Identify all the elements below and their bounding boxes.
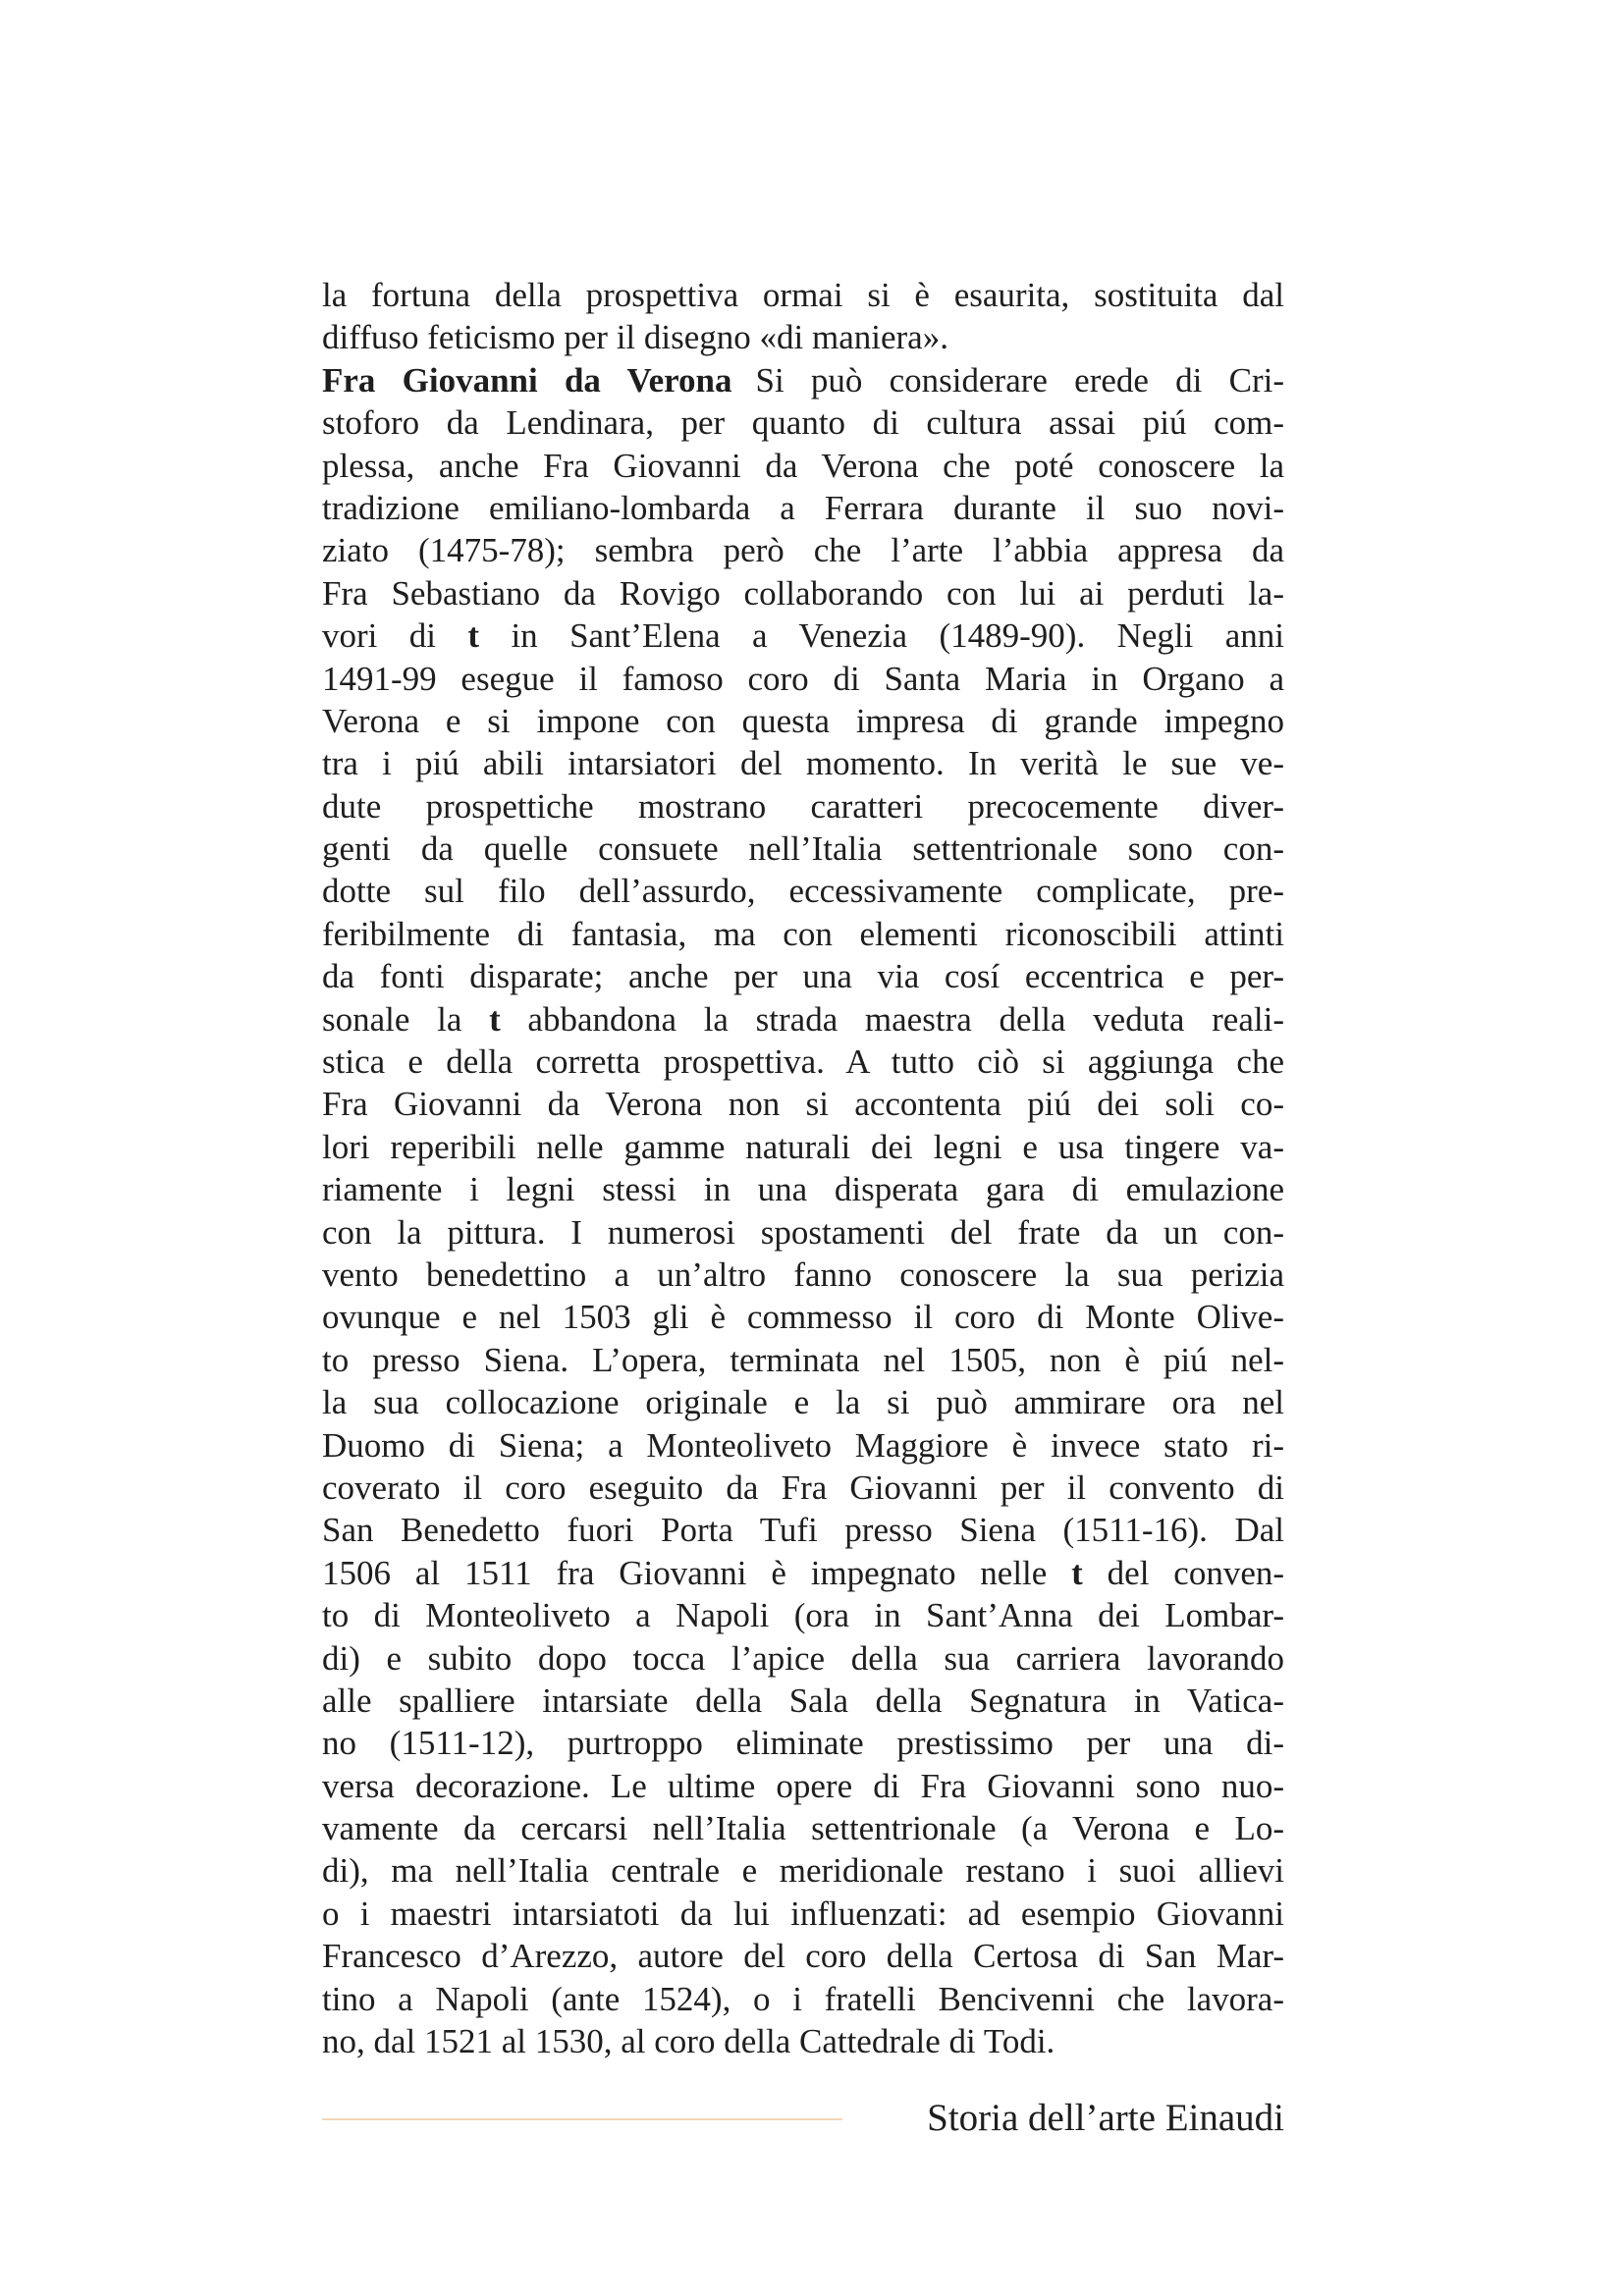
text-line: Verona e si impone con questa impresa di grande impegno [322, 701, 1284, 740]
heading-line-rest: Si può considerare erede di Cri- [755, 360, 1284, 400]
text-line: to presso Siena. L’opera, terminata nel 1505, non è piú nel- [322, 1340, 1284, 1379]
text-line: alle spalliere intarsiate della Sala della Segnatura in Vatica- [322, 1681, 1284, 1720]
text-line: diffuso feticismo per il disegno «di maniera». [322, 318, 948, 357]
line-segment: vori di [322, 616, 468, 656]
text-line: da fonti disparate; anche per una via cosí eccentrica e per- [322, 957, 1284, 996]
text-line [322, 1552, 1284, 1594]
text-line [322, 359, 1284, 401]
text-line: Fra Giovanni da Verona non si accontenta piú dei soli co- [322, 1085, 1284, 1124]
text-line: genti da quelle consuete nell’Italia settentrionale sono con- [322, 829, 1284, 869]
text-line: coverato il coro eseguito da Fra Giovanni per il convento di [322, 1468, 1284, 1507]
page-footer [322, 2089, 1284, 2148]
text-line: Francesco d’Arezzo, autore del coro della Certosa di San Mar- [322, 1937, 1284, 1976]
bold-abbreviation: t [1071, 1553, 1083, 1592]
bold-abbreviation: t [489, 999, 501, 1039]
text-line: riamente i legni stessi in una disperata gara di emulazione [322, 1170, 1284, 1209]
text-line: ovunque e nel 1503 gli è commesso il coro di Monte Olive- [322, 1298, 1284, 1337]
text-line: o i maestri intarsiatoti da lui influenzati: ad esempio Giovanni [322, 1894, 1284, 1933]
footer-rule [322, 2118, 842, 2120]
text-line: la fortuna della prospettiva ormai si è esaurita, sostituita dal [322, 276, 1284, 314]
text-line: to di Monteoliveto a Napoli (ora in Sant’Anna dei Lombar- [322, 1596, 1284, 1635]
text-line: vento benedettino a un’altro fanno conoscere la sua perizia [322, 1255, 1284, 1294]
line-segment: in Sant’Elena a Venezia (1489-90). Negli anni [479, 616, 1284, 656]
footer-publisher-label: Storia dell’arte Einaudi [927, 2097, 1284, 2139]
text-line: no (1511-12), purtroppo eliminate prestissimo per una di- [322, 1724, 1284, 1763]
text-line [322, 998, 1284, 1041]
body-text [322, 274, 1284, 2062]
text-line: 1491-99 esegue il famoso coro di Santa Maria in Organo a [322, 659, 1284, 698]
text-line: dotte sul filo dell’assurdo, eccessivamente complicate, pre- [322, 872, 1284, 911]
text-line: tra i piú abili intarsiatori del momento. In verità le sue ve- [322, 744, 1284, 783]
text-line: di), ma nell’Italia centrale e meridionale restano i suoi allievi [322, 1851, 1284, 1891]
text-line: con la pittura. I numerosi spostamenti del frate da un con- [322, 1212, 1284, 1252]
bold-abbreviation: t [467, 616, 480, 656]
text-line: dute prospettiche mostrano caratteri precocemente diver- [322, 786, 1284, 826]
line-segment: abbandona la strada maestra della veduta reali- [500, 999, 1284, 1039]
text-line: di) e subito dopo tocca l’apice della sua carriera lavorando [322, 1638, 1284, 1678]
text-line: no, dal 1521 al 1530, al coro della Cattedrale di Todi. [322, 2022, 1055, 2061]
text-line: stoforo da Lendinara, per quanto di cultura assai piú com- [322, 403, 1284, 443]
text-line: versa decorazione. Le ultime opere di Fra Giovanni sono nuo- [322, 1766, 1284, 1805]
text-line: plessa, anche Fra Giovanni da Verona che poté conoscere la [322, 446, 1284, 485]
line-segment: sonale la [322, 999, 490, 1039]
text-line: Fra Sebastiano da Rovigo collaborando con lui ai perduti la- [322, 573, 1284, 613]
text-line: lori reperibili nelle gamme naturali dei legni e usa tingere va- [322, 1127, 1284, 1166]
text-line: feribilmente di fantasia, ma con elementi riconoscibili attinti [322, 914, 1284, 953]
text-line: vamente da cercarsi nell’Italia settentrionale (a Verona e Lo- [322, 1809, 1284, 1848]
text-line: Duomo di Siena; a Monteoliveto Maggiore è invece stato ri- [322, 1425, 1284, 1465]
text-line: ziato (1475-78); sembra però che l’arte l’abbia appresa da [322, 531, 1284, 570]
text-line: la sua collocazione originale e la si può ammirare ora nel [322, 1383, 1284, 1422]
text-line: tradizione emiliano-lombarda a Ferrara durante il suo novi- [322, 488, 1284, 527]
section-heading: Fra Giovanni da Verona [322, 360, 732, 400]
text-line: San Benedetto fuori Porta Tufi presso Siena (1511-16). Dal [322, 1511, 1284, 1550]
text-line: tino a Napoli (ante 1524), o i fratelli Bencivenni che lavora- [322, 1979, 1284, 2018]
text-line [322, 614, 1284, 657]
text-line: stica e della corretta prospettiva. A tutto ciò si aggiunga che [322, 1042, 1284, 1082]
line-segment: del conven- [1082, 1553, 1284, 1592]
line-segment: 1506 al 1511 fra Giovanni è impegnato nelle [322, 1553, 1072, 1592]
